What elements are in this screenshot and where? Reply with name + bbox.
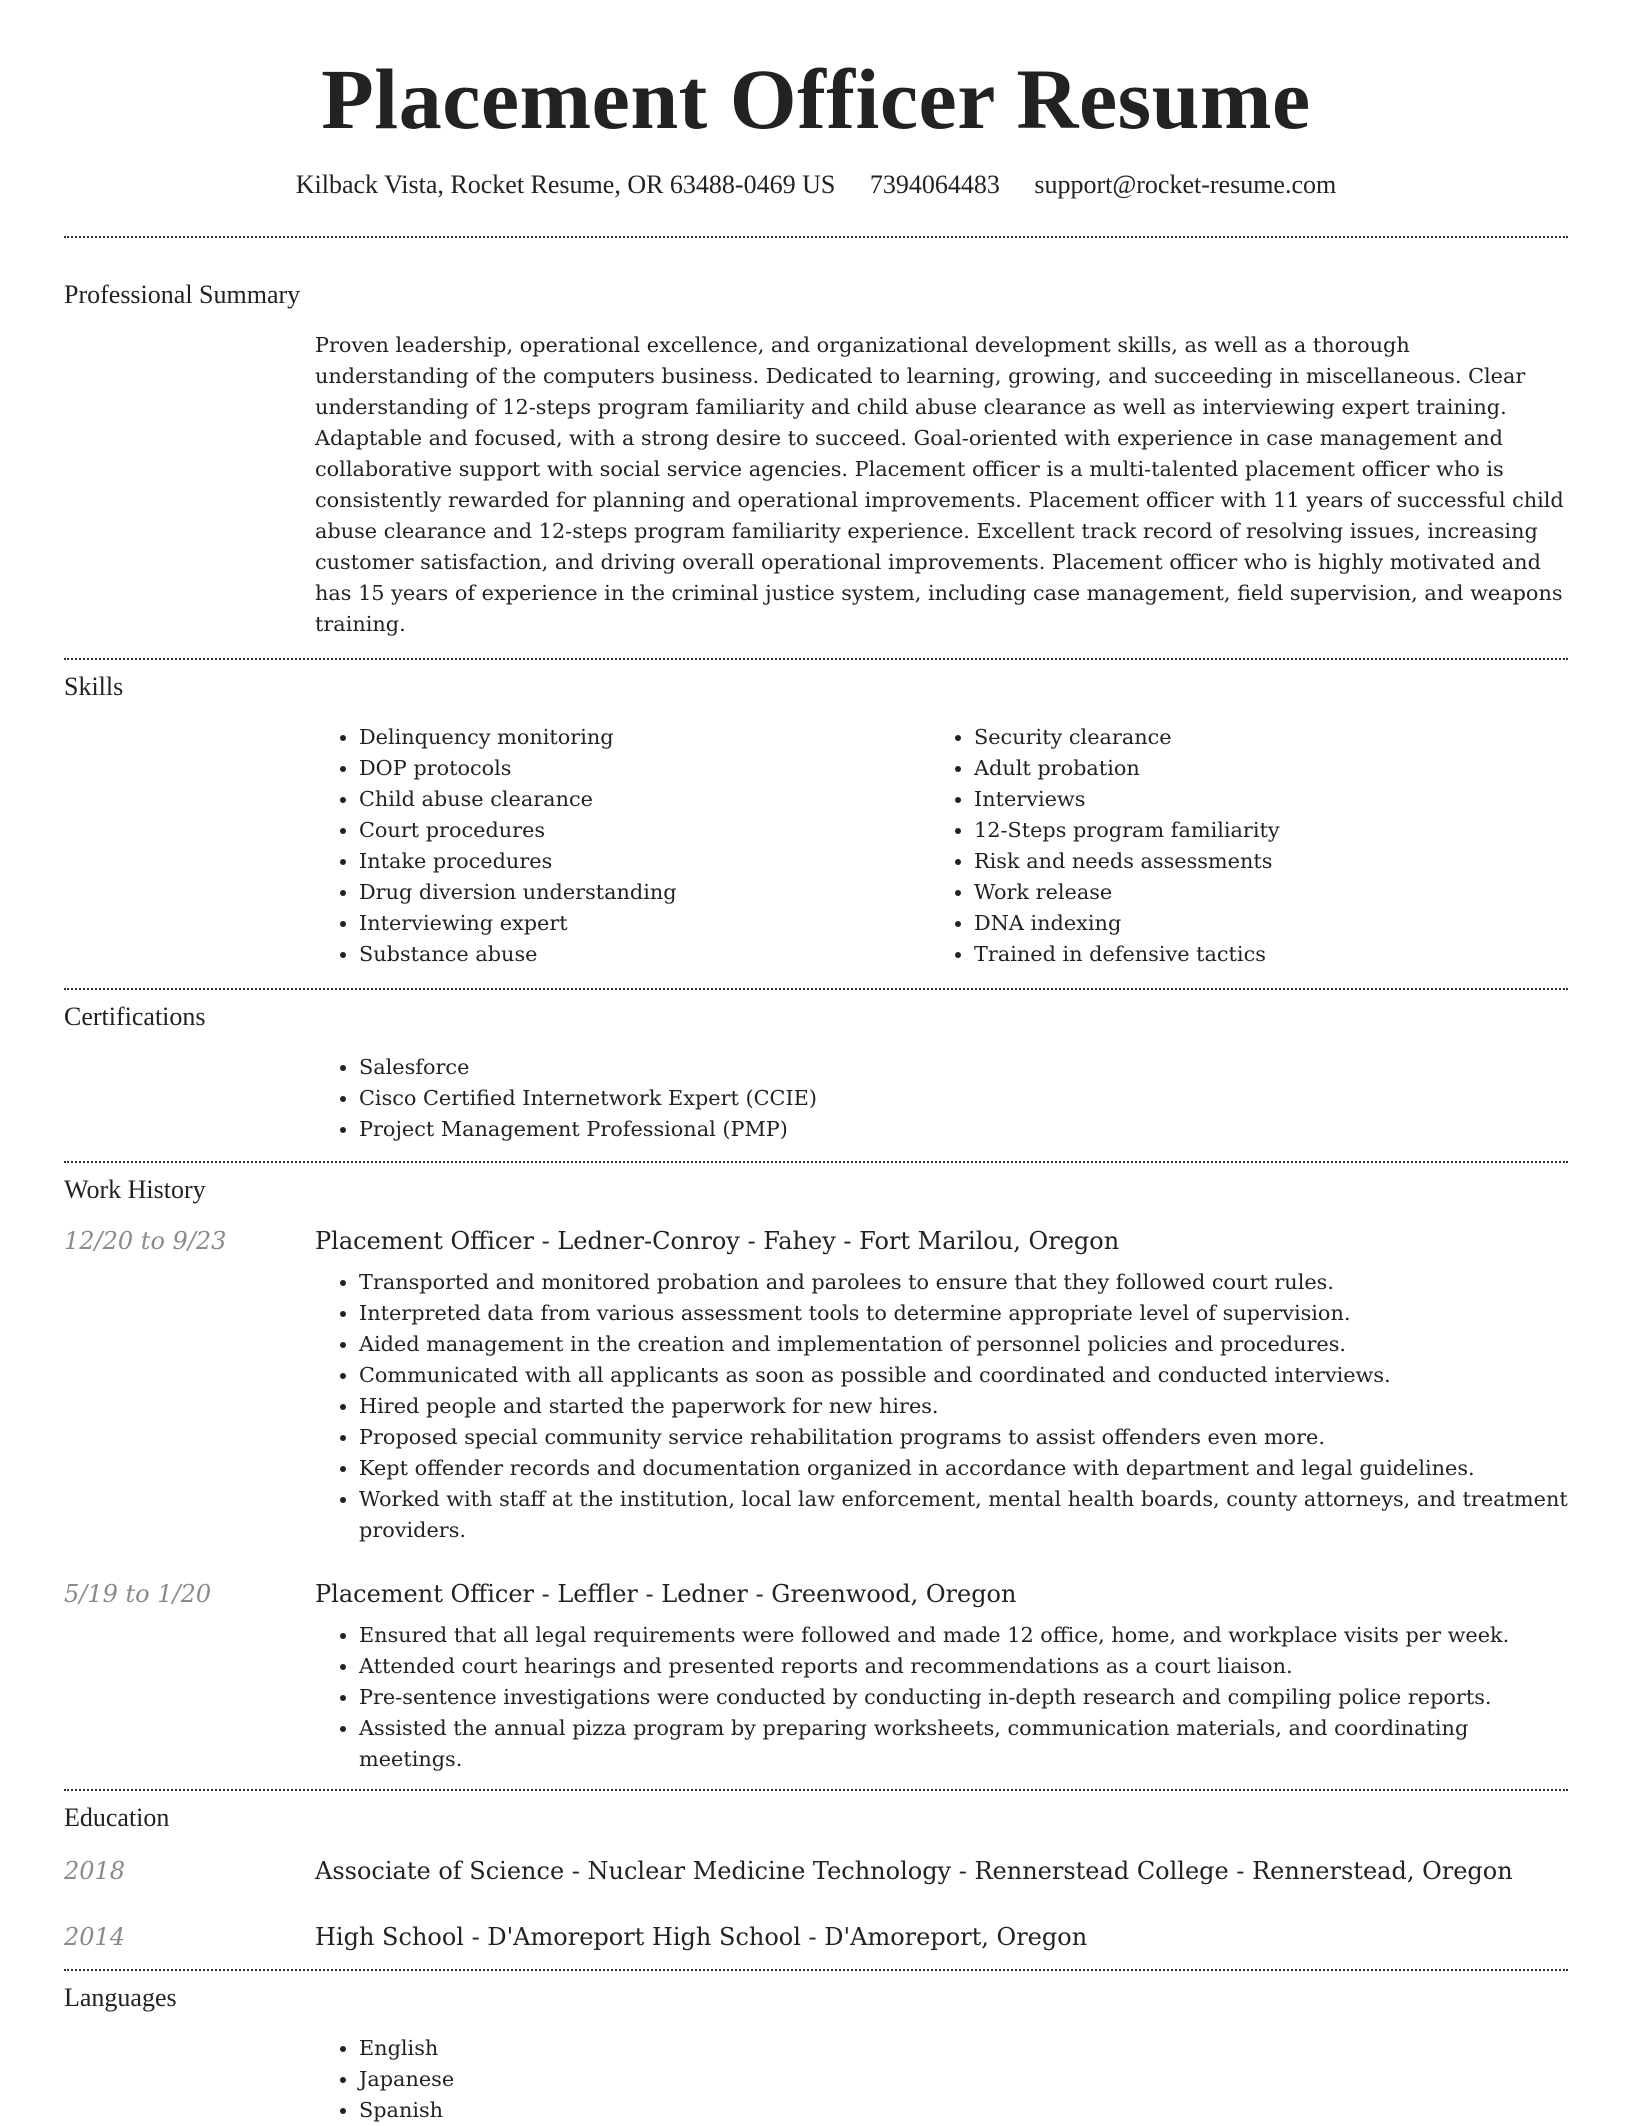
job-date: 12/20 to 9/23 xyxy=(64,1227,227,1255)
section-title-languages: Languages xyxy=(64,1983,177,2012)
skill-item: • Risk and needs assessments xyxy=(974,846,1545,877)
skill-item: • 12-Steps program familiarity xyxy=(974,815,1545,846)
skill-item: • DNA indexing xyxy=(974,908,1545,939)
section-title-work-history: Work History xyxy=(64,1175,206,1204)
language-item: • English xyxy=(359,2033,1568,2064)
job-bullet: • Assisted the annual pizza program by preparing worksheets, communication materials, and coordinating meetings. xyxy=(359,1713,1568,1775)
skills-column-right xyxy=(930,722,1545,970)
section-divider xyxy=(64,988,1568,990)
job-date: 5/19 to 1/20 xyxy=(64,1580,212,1608)
job-bullet: • Communicated with all applicants as soon as possible and coordinated and conducted interviews. xyxy=(359,1360,1568,1391)
job-bullet: • Proposed special community service rehabilitation programs to assist offenders even more. xyxy=(359,1422,1568,1453)
skill-item: • Interviews xyxy=(974,784,1545,815)
skills-columns xyxy=(315,722,1568,970)
language-item: • Spanish xyxy=(359,2095,1568,2126)
contact-address: Kilback Vista, Rocket Resume, OR 63488-0469 US xyxy=(295,170,836,199)
section-divider xyxy=(64,658,1568,660)
job-bullet: • Ensured that all legal requirements were followed and made 12 office, home, and workplace visits per week. xyxy=(359,1620,1568,1651)
skills-column-left xyxy=(315,722,930,970)
job-bullet: • Interpreted data from various assessment tools to determine appropriate level of supervision. xyxy=(359,1298,1568,1329)
skill-item: • Security clearance xyxy=(974,722,1545,753)
job-entry xyxy=(64,1580,1568,1775)
skill-item: • Intake procedures xyxy=(359,846,930,877)
skill-item: • Work release xyxy=(974,877,1545,908)
contact-email: support@rocket-resume.com xyxy=(1034,170,1337,199)
skill-item: • Adult probation xyxy=(974,753,1545,784)
skill-item: • Substance abuse xyxy=(359,939,930,970)
skill-item: • Trained in defensive tactics xyxy=(974,939,1545,970)
resume-name: Placement Officer Resume xyxy=(321,51,1311,147)
certification-item: • Salesforce xyxy=(359,1052,1568,1083)
education-detail: High School - D'Amoreport High School - D'Amoreport, Oregon xyxy=(315,1923,1088,1951)
education-entry xyxy=(64,1923,1568,1951)
languages-list xyxy=(315,2033,1568,2126)
skill-item: • Court procedures xyxy=(359,815,930,846)
section-title-summary: Professional Summary xyxy=(64,280,301,309)
certifications-list xyxy=(315,1052,1568,1145)
education-date: 2014 xyxy=(64,1923,126,1951)
job-bullet: • Kept offender records and documentation organized in accordance with department and legal guidelines. xyxy=(359,1453,1568,1484)
contact-line xyxy=(64,170,1568,200)
job-title: Placement Officer - Leffler - Ledner - Greenwood, Oregon xyxy=(315,1580,1017,1608)
section-divider xyxy=(64,236,1568,238)
skill-item: • DOP protocols xyxy=(359,753,930,784)
education-entry xyxy=(64,1857,1568,1885)
certification-item: • Cisco Certified Internetwork Expert (CCIE) xyxy=(359,1083,1568,1114)
education-date: 2018 xyxy=(64,1857,126,1885)
certification-item: • Project Management Professional (PMP) xyxy=(359,1114,1568,1145)
job-bullet: • Hired people and started the paperwork for new hires. xyxy=(359,1391,1568,1422)
job-title: Placement Officer - Ledner-Conroy - Fahey - Fort Marilou, Oregon xyxy=(315,1227,1120,1255)
job-bullet: • Pre-sentence investigations were conducted by conducting in-depth research and compiling police reports. xyxy=(359,1682,1568,1713)
job-bullet: • Aided management in the creation and implementation of personnel policies and procedures. xyxy=(359,1329,1568,1360)
section-title-education: Education xyxy=(64,1803,170,1832)
contact-phone: 7394064483 xyxy=(869,170,1000,199)
section-divider xyxy=(64,1969,1568,1971)
skill-item: • Interviewing expert xyxy=(359,908,930,939)
education-detail: Associate of Science - Nuclear Medicine Technology - Rennerstead College - Rennerstead, Oregon xyxy=(315,1857,1513,1885)
skill-item: • Child abuse clearance xyxy=(359,784,930,815)
job-bullet: • Worked with staff at the institution, local law enforcement, mental health boards, county attorneys, and treatment providers. xyxy=(359,1484,1568,1546)
job-bullet: • Attended court hearings and presented reports and recommendations as a court liaison. xyxy=(359,1651,1568,1682)
section-divider xyxy=(64,1161,1568,1163)
section-title-skills: Skills xyxy=(64,672,124,701)
language-item: • Japanese xyxy=(359,2064,1568,2095)
skill-item: • Delinquency monitoring xyxy=(359,722,930,753)
summary-text: Proven leadership, operational excellence, and organizational development skills, as well as a thorough understanding of the computers business. Dedicated to learning, growing, and succeeding in miscellaneous. Clear understanding of 12-steps program familiarity and child abuse clearance as well as interviewing expert training. Adaptable and focused, with a strong desire to succeed. Goal-oriented with experience in case management and collaborative support with social service agencies. Placement officer is a multi-talented placement officer who is consistently rewarded for planning and operational improvements. Placement officer with 11 years of successful child abuse clearance and 12-steps program familiarity experience. Excellent track record of resolving issues, increasing customer satisfaction, and driving overall operational improvements. Placement officer who is highly motivated and has 15 years of experience in the criminal justice system, including case management, field supervision, and weapons training. xyxy=(315,333,1564,636)
job-entry xyxy=(64,1227,1568,1546)
section-title-certifications: Certifications xyxy=(64,1002,206,1031)
skill-item: • Drug diversion understanding xyxy=(359,877,930,908)
resume-page xyxy=(64,0,1568,2126)
job-bullet: • Transported and monitored probation and parolees to ensure that they followed court rules. xyxy=(359,1267,1568,1298)
section-divider xyxy=(64,1789,1568,1791)
